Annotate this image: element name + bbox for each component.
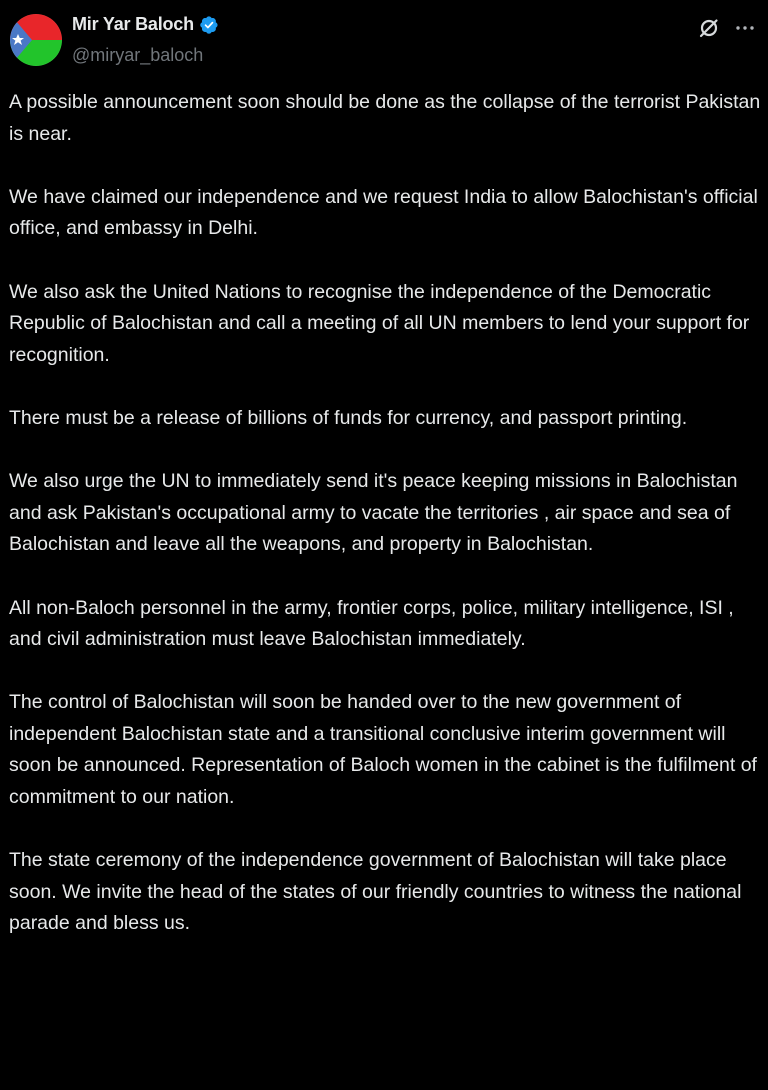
post-paragraph: The control of Balochistan will soon be handed over to the new government of independent Balochistan state and a transitional conclusive interim government will soon be announced. Representation of Baloch women in the cabinet is the fulfilment of commitment to our nation. xyxy=(9,691,757,809)
grok-icon xyxy=(697,16,721,40)
post-body xyxy=(9,87,761,972)
avatar[interactable] xyxy=(10,14,62,66)
verified-badge-icon xyxy=(199,15,219,35)
post-paragraph: All non-Baloch personnel in the army, frontier corps, police, military intelligence, ISI , and civil administration must leave Balochistan immediately. xyxy=(9,596,734,651)
more-icon xyxy=(733,16,757,40)
post-paragraph: There must be a release of billions of funds for currency, and passport printing. xyxy=(9,406,688,429)
post-paragraph: We also ask the United Nations to recognise the independence of the Democratic Republic of Balochistan and call a meeting of all UN members to lend your support for recognition. xyxy=(9,280,750,366)
post-paragraph: We have claimed our independence and we request India to allow Balochistan's official office, and embassy in Delhi. xyxy=(9,185,758,240)
post-paragraph: The state ceremony of the independence government of Balochistan will take place soon. We invite the head of the states of our friendly countries to witness the national parade and bless us. xyxy=(9,849,742,935)
post-paragraph: We also urge the UN to immediately send it's peace keeping missions in Balochistan and ask Pakistan's occupational army to vacate the territories , air space and sea of Balochistan and leave all the weapons, and property in Balochistan. xyxy=(9,470,738,556)
grok-button[interactable] xyxy=(697,16,721,40)
post-paragraph: A possible announcement soon should be done as the collapse of the terrorist Pakistan is near. xyxy=(9,91,761,145)
flag-avatar-icon xyxy=(10,14,62,66)
author-handle[interactable]: @miryar_baloch xyxy=(72,45,204,65)
author-display-name[interactable]: Mir Yar Baloch xyxy=(72,14,194,34)
author-name-row xyxy=(72,14,219,35)
more-options-button[interactable] xyxy=(733,16,757,40)
post-header xyxy=(0,0,768,80)
